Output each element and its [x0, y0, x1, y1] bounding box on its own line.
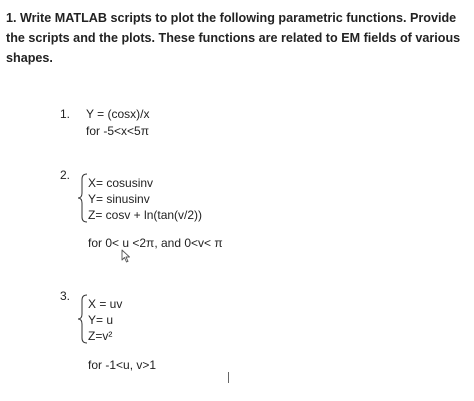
item-3-y-equation: Y= u — [88, 313, 114, 327]
item-1-equation: Y = (cosx)/x — [86, 107, 150, 121]
item-2-condition: for 0< u <2π, and 0<v< π — [88, 236, 223, 250]
item-2-number: 2. — [60, 168, 71, 182]
item-3-z-equation: Z=v² — [88, 329, 113, 343]
item-1-range: for -5<x<5π — [86, 124, 149, 138]
problem-statement-line-1: 1. Write MATLAB scripts to plot the following parametric functions. Provide — [6, 11, 457, 25]
problem-statement-line-3: shapes. — [6, 51, 53, 65]
item-2-z-equation: Z= cosv + ln(tan(v/2)) — [88, 208, 203, 222]
item-3-number: 3. — [60, 289, 71, 303]
problem-statement-line-2: the scripts and the plots. These functions are related to EM fields of various — [6, 31, 461, 45]
text-cursor-icon — [228, 372, 229, 383]
item-3-x-equation: X = uv — [88, 297, 123, 311]
item-3-condition: for -1<u, v>1 — [88, 358, 157, 372]
item-2-x-equation: X= cosusinv — [88, 176, 154, 190]
mouse-pointer-icon — [121, 249, 133, 263]
item-2-y-equation: Y= sinusinv — [88, 192, 150, 206]
problem-statement — [6, 8, 466, 68]
item-1-number: 1. — [60, 107, 71, 121]
